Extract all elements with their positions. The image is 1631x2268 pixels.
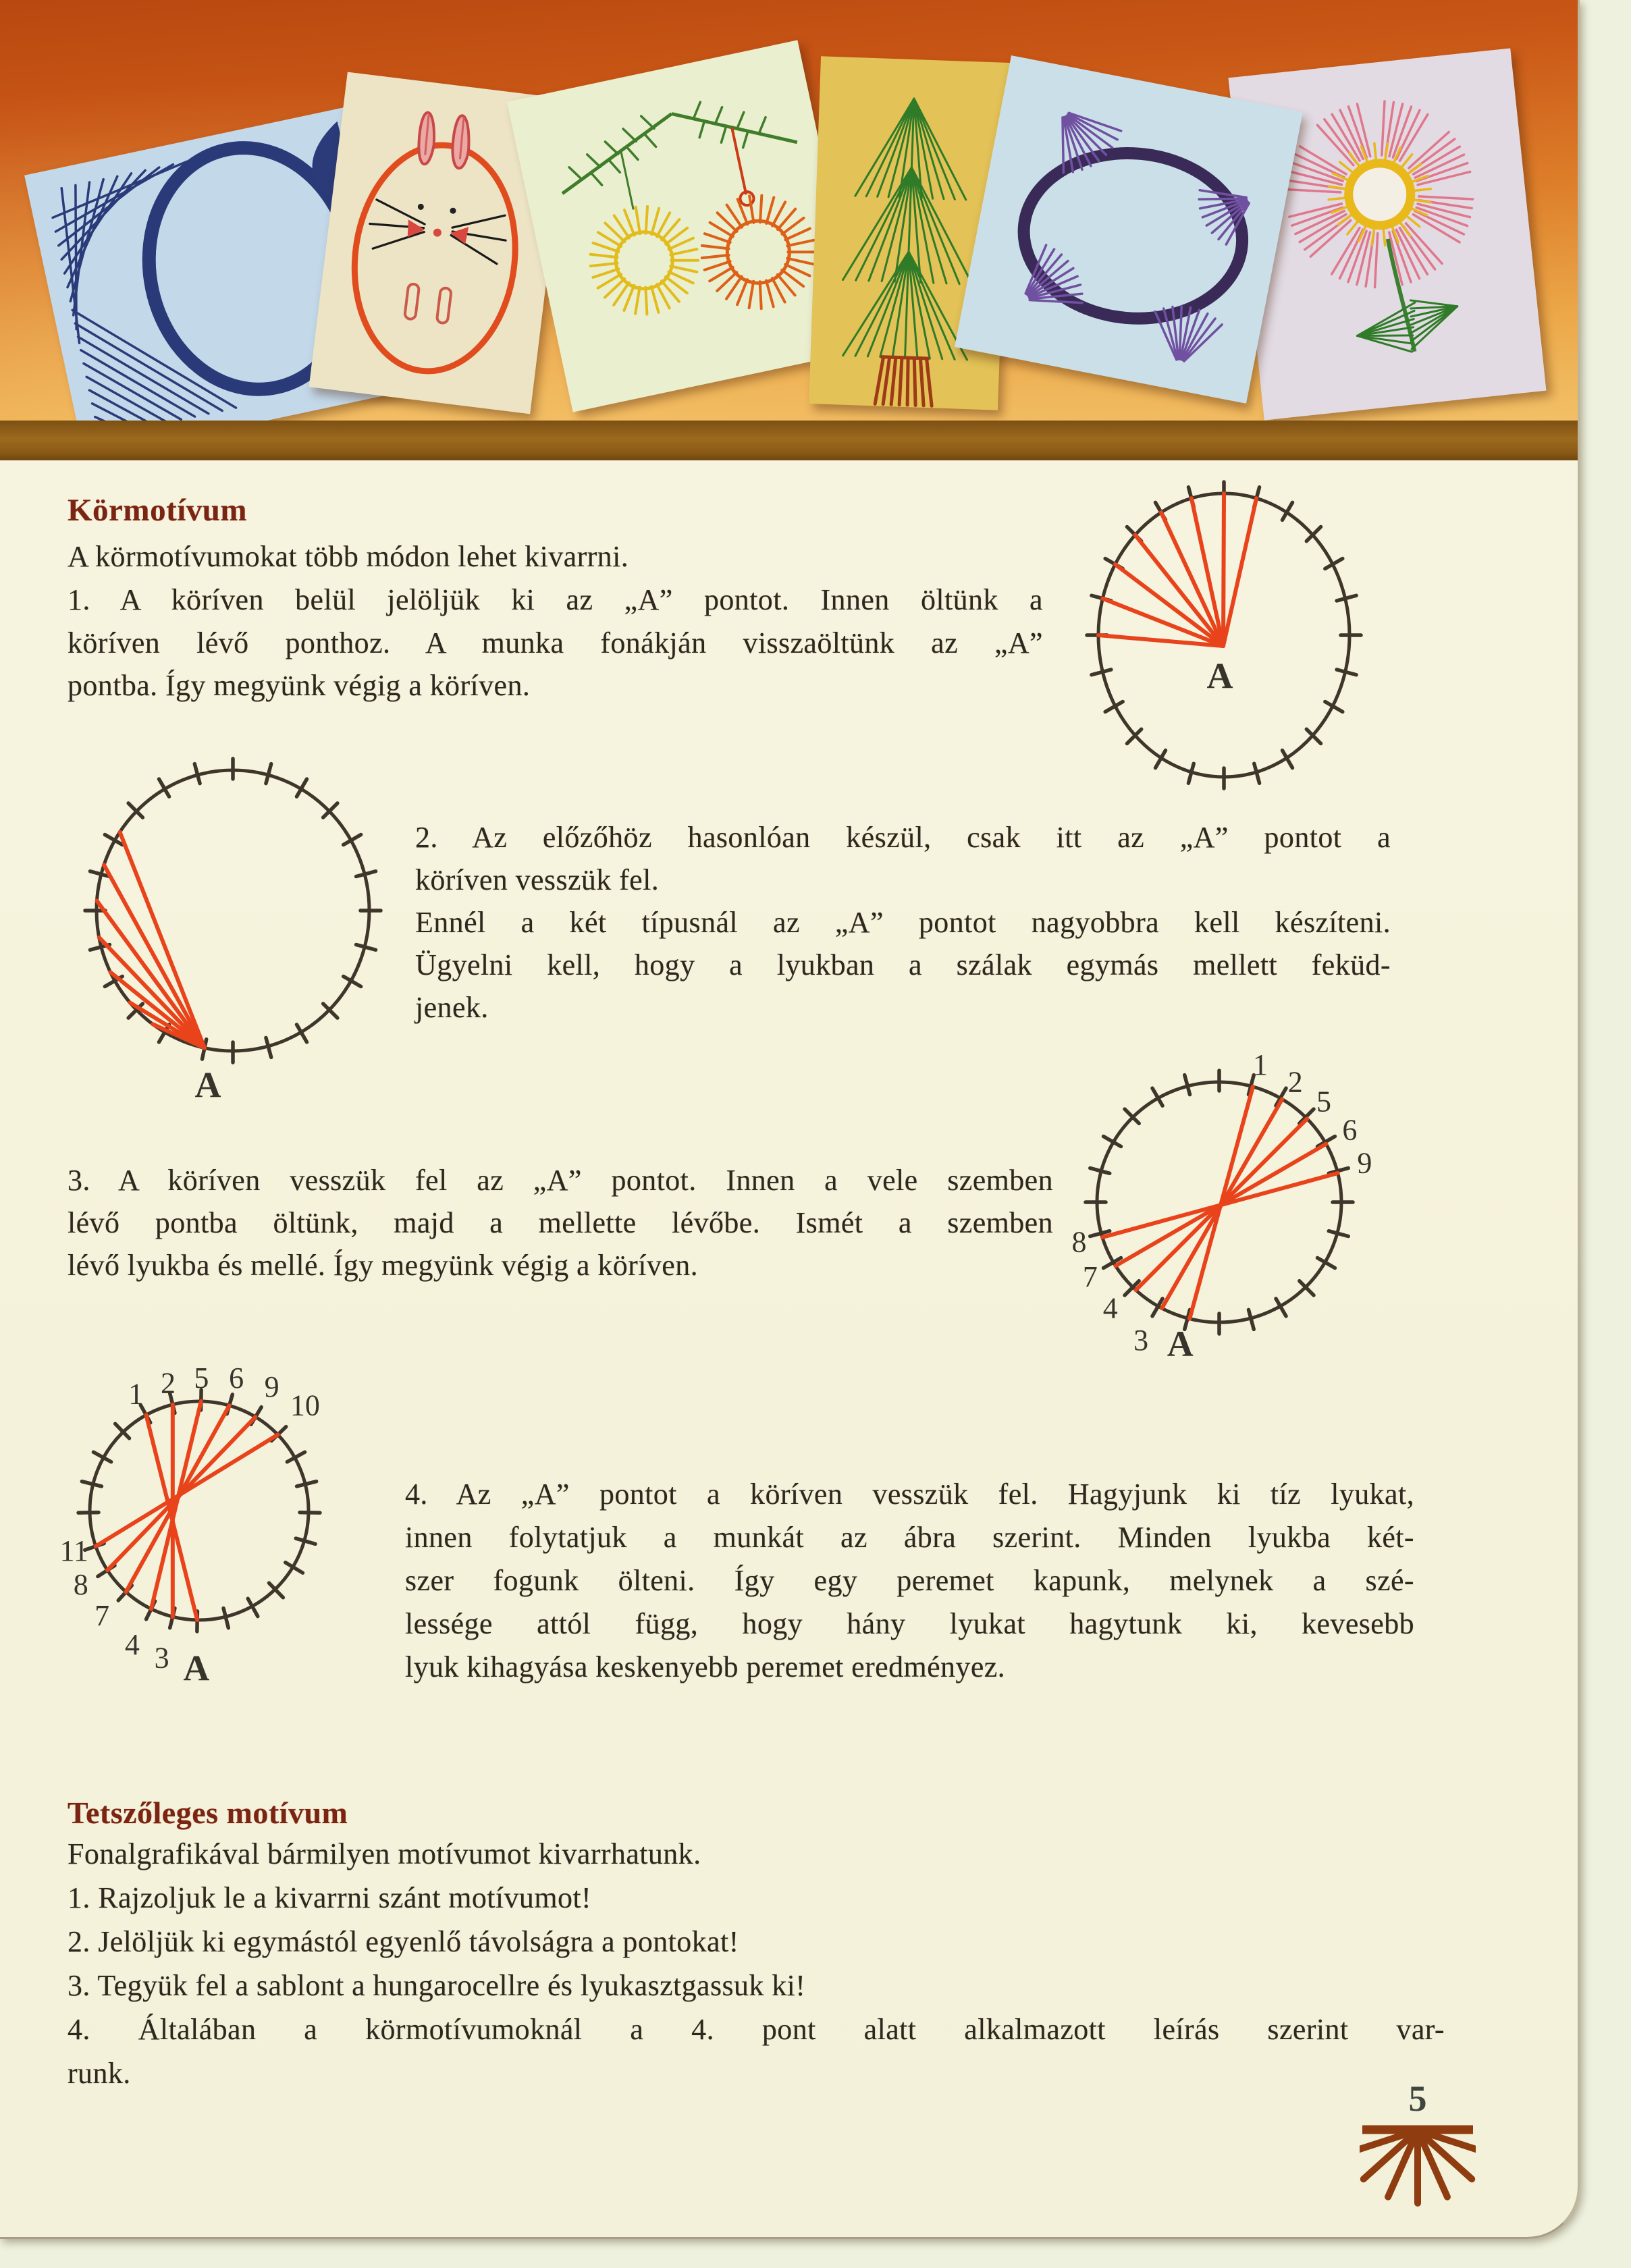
gold-divider-band [0, 421, 1578, 460]
paragraph-step2 [415, 816, 1391, 1029]
diagram-label: 6 [229, 1361, 244, 1395]
paragraph-step3 [68, 1159, 1053, 1287]
text-line: Fonalgrafikával bármilyen motívumot kivarrhatunk. [68, 1837, 701, 1870]
diagram-label: 5 [1316, 1085, 1332, 1118]
diagram-label: 4 [1102, 1291, 1118, 1325]
text-line: köríven lévő ponthoz. A munka fonákján visszaöltünk az „A” [68, 626, 1043, 659]
diagram-label: 6 [1342, 1113, 1358, 1147]
text-line: 2. Az előzőhöz hasonlóan készül, csak itt az „A” pontot a [415, 821, 1391, 854]
diagram-label: 2 [161, 1366, 176, 1400]
text-line: szer fogunk ölteni. Így egy peremet kapunk, melynek a szé- [405, 1564, 1414, 1597]
text-line: pontba. Így megyünk végig a köríven. [68, 669, 531, 702]
text-line: lévő pontba öltünk, majd a mellette lévőbe. Ismét a szemben [68, 1206, 1053, 1239]
text-line: runk. [68, 2057, 131, 2090]
diagram-label: 1 [128, 1377, 144, 1411]
page-number: 5 [1408, 2078, 1427, 2119]
card-purple-oval-icon [955, 55, 1303, 404]
diagram-label: 4 [124, 1628, 140, 1662]
diagram-label: 8 [1071, 1225, 1087, 1259]
text-line: lessége attól függ, hogy hány lyukat hagytunk ki, kevesebb [405, 1607, 1414, 1640]
diagram-label: A [1167, 1323, 1194, 1364]
diagram-label: 9 [264, 1370, 279, 1403]
text-line: köríven vesszük fel. [415, 863, 660, 896]
text-line: Ügyelni kell, hogy a lyukban a szálak egymás mellett feküd- [415, 948, 1391, 981]
paragraph-tetszoleges [68, 1832, 1445, 2095]
paragraph-kormotivum-intro [68, 535, 1043, 578]
diagram-label: A [194, 1064, 221, 1106]
text-line: lyuk kihagyása keskenyebb peremet eredményez. [405, 1650, 1006, 1683]
text-line: Ennél a két típusnál az „A” pontot nagyobbra kell készíteni. [415, 906, 1391, 939]
diagram-label: 1 [1252, 1048, 1268, 1082]
diagram-cross-stitch-icon [1026, 1006, 1431, 1424]
text-line: jenek. [415, 991, 489, 1024]
diagram-label: 3 [1133, 1324, 1149, 1357]
diagram-label: 9 [1357, 1146, 1372, 1180]
diagram-label: 7 [1082, 1260, 1098, 1293]
diagram-label: 3 [154, 1641, 169, 1675]
diagram-label: 2 [1287, 1065, 1303, 1099]
text-line: 4. Az „A” pontot a köríven vesszük fel. Hagyjunk ki tíz lyukat, [405, 1478, 1414, 1511]
diagram-label: A [183, 1648, 210, 1689]
diagram-label: 10 [290, 1388, 320, 1422]
diagram-rim-border-icon [34, 1333, 432, 1758]
paragraph-step1 [68, 578, 1043, 707]
text-line: 4. Általában a körmotívumoknál a 4. pont alatt alkalmazott leírás szerint var- [68, 2013, 1445, 2046]
footer-fan-ornament-icon [1360, 2124, 1476, 2210]
text-line: A körmotívumokat több módon lehet kivarrni. [68, 540, 629, 573]
section-heading-tetszoleges: Tetszőleges motívum [68, 1796, 348, 1830]
text-line: 3. A köríven vesszük fel az „A” pontot. Innen a vele szemben [68, 1164, 1053, 1197]
header-photo-band [0, 0, 1578, 421]
text-line: 1. A köríven belül jelöljük ki az „A” pontot. Innen öltünk a [68, 583, 1043, 616]
paragraph-step4 [405, 1473, 1414, 1689]
text-line: 3. Tegyük fel a sablont a hungarocellre és lyukasztgassuk ki! [68, 1969, 806, 2002]
text-line: 1. Rajzoljuk le a kivarrni szánt motívumot! [68, 1881, 592, 1914]
diagram-label: A [1206, 655, 1233, 697]
diagram-fan-from-center-icon [1050, 462, 1401, 840]
diagram-fan-from-rim-icon [51, 726, 419, 1131]
section-heading-kormotivum: Körmotívum [68, 493, 248, 528]
diagram-label: 7 [95, 1598, 110, 1632]
text-line: lévő lyukba és mellé. Így megyünk végig a köríven. [68, 1249, 698, 1282]
diagram-label: 5 [194, 1361, 209, 1395]
diagram-label: 11 [59, 1534, 88, 1567]
text-line: 2. Jelöljük ki egymástól egyenlő távolságra a pontokat! [68, 1925, 739, 1958]
diagram-label: 8 [73, 1567, 88, 1601]
text-line: innen folytatjuk a munkát az ábra szerint. Minden lyukba két- [405, 1521, 1414, 1554]
